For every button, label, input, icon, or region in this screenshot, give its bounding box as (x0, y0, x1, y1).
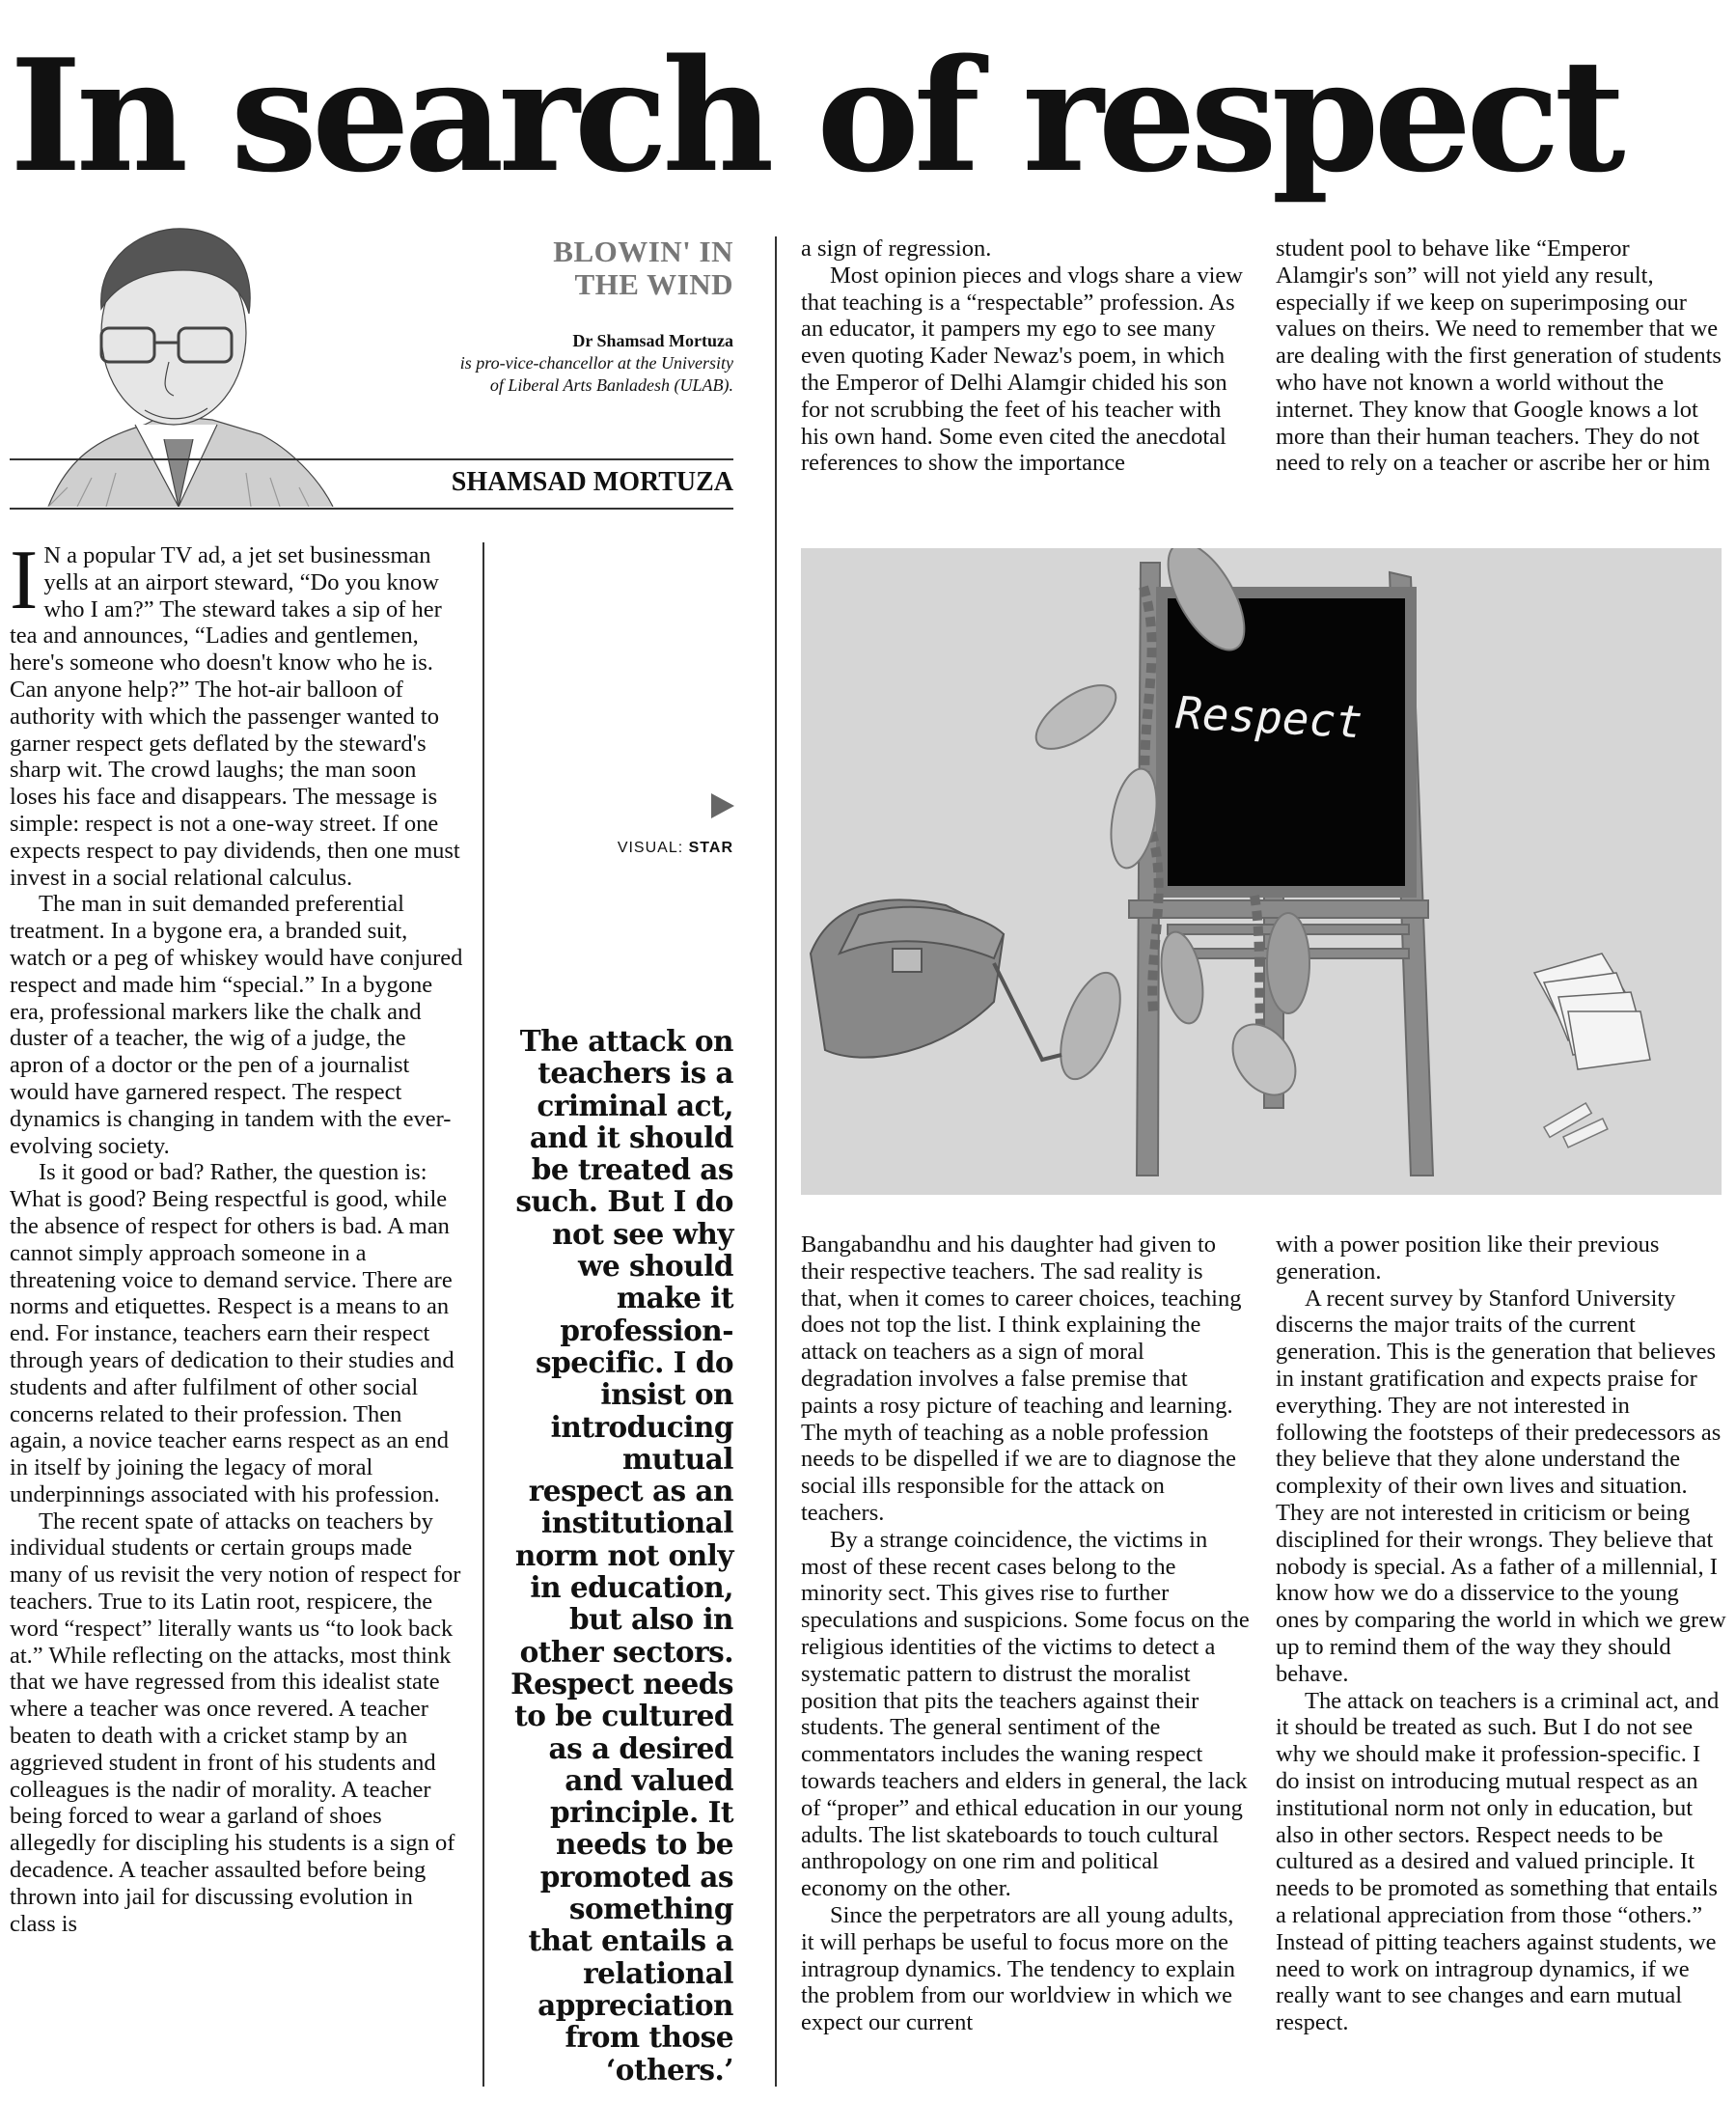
paragraph: Is it good or bad? Rather, the question is: What is good? Being respectful is good, while the absence of respect for others is bad. A man cannot simply approach someone in a threatening voice to demand service. There are norms and etiquettes. Respect is a means to an end. For instance, teachers earn their respect through years of dedication to their studies and students and after fulfilment of other social concerns related to their profession. Then again, a novice teacher earns respect as an end in itself by joining the legacy of moral underpinnings associated with his profession. (10, 1159, 455, 1507)
author-bio-name: Dr Shamsad Mortuza (572, 331, 733, 350)
paragraph: The recent spate of attacks on teachers by individual students or certain groups made many of us revisit the very notion of respect for teachers. True to its Latin root, respicere, the word “respect” literally wants us “to look back at.” While reflecting on the attacks, most think that we have regressed from this idealist state where a teacher was once revered. A teacher beaten to death with a cricket stamp by an aggrieved student in front of his students and colleagues is the nadir of morality. A teacher being forced to wear a garland of shoes allegedly for discipling his students is a sign of decadence. A teacher assaulted before being thrown into jail for discussing evolution in class is (10, 1507, 461, 1937)
respect-chalkboard-illustration (801, 548, 1722, 1195)
paragraph: By a strange coincidence, the victims in most of these recent cases belong to the minority sect. This gives rise to further speculations and suspicions. Some focus on the religious identities of the victims to detect a systematic pattern to distrust the moralist position that pits the teachers against their students. The general sentiment of the commentators includes the waning respect towards teachers and elders in general, the lack of “proper” and ethical education in our young adults. The list skateboards to touch cultural anthropology on one rim and political economy on the other. (801, 1526, 1250, 1902)
body-column-4-top (1276, 235, 1726, 477)
header-rule (10, 508, 733, 510)
body-column-4-bottom (1276, 1231, 1726, 2036)
paragraph: The attack on teachers is a criminal act, and it should be treated as such. But I do not see why we should make it profession-specific. I do insist on introducing mutual respect as an institutional norm not only in education, but also in other sectors. Respect needs to be cultured as a desired and valued principle. It needs to be promoted as something that entails a relational appreciation from those “others.” Instead of pitting teachers against students, we need to work on intragroup dynamics, if we really want to see changes and earn mutual respect. (1276, 1687, 1720, 2036)
paragraph: a sign of regression. (801, 235, 992, 262)
image-credit (598, 840, 733, 857)
author-bio (449, 330, 733, 397)
drop-cap: I (10, 534, 39, 627)
pull-quote: The attack on teachers is a criminal act, and it should be treated as such. But I do not see why we should make it profession-specific. I do insist on introducing mutual respect as an institutional norm not only in education, but also in other sectors. Respect needs to be cultured as a desired and valued principle. It needs to be promoted as something that entails a relational appreciation from those ‘others.’ (510, 1024, 733, 2087)
body-column-3-top (801, 235, 1250, 477)
author-bio-text: is pro-vice-chancellor at the University of Liberal Arts Banladesh (ULAB). (459, 353, 733, 395)
paragraph: Most opinion pieces and vlogs share a view that teaching is a “respectable” profession. As an educator, it pampers my ego to see many even quoting Kader Newaz's poem, in which the Emperor of Delhi Alamgir chided his son for not scrubbing the feet of his teacher with his own hand. Some even cited the anecdotal references to show the importance (801, 262, 1243, 477)
byline-rule (10, 458, 733, 460)
chalkboard-text: Respect (1173, 686, 1364, 749)
image-credit-source: STAR (688, 840, 733, 856)
body-column-1 (10, 534, 463, 1937)
paragraph: Since the perpetrators are all young adults, it will perhaps be useful to focus more on the intragroup dynamics. The tendency to explain the problem from our worldview in which we expect our current (801, 1901, 1235, 2036)
play-arrow-icon (709, 791, 736, 820)
paragraph: The man in suit demanded preferential treatment. In a bygone era, a branded suit, watch or a peg of whiskey would have conjured respect and made him “special.” In a bygone era, professional markers like the chalk and duster of a teacher, the wig of a judge, the apron of a doctor or the pen of a journalist would have garnered respect. The respect dynamics is changing in tandem with the ever-evolving society. (10, 891, 463, 1159)
paragraph: A recent survey by Stanford University discerns the major traits of the current generation. This is the generation that believes in instant gratification and expects praise for everything. They are not interested in following the footsteps of their predecessors as they believe that they alone understand the complexity of their own lives and situation. They are not interested in criticism or being disciplined for their wrongs. They believe that nobody is special. As a father of a millennial, I know how we do a disservice to the young ones by comparing the world in which we grew up to remind them of the way they should behave. (1276, 1285, 1726, 1687)
author-portrait (10, 217, 343, 507)
author-byline: SHAMSAD MORTUZA (451, 467, 733, 497)
column-rule-2 (775, 236, 777, 2087)
image-credit-label: VISUAL: (617, 840, 684, 856)
column-rule-1 (482, 542, 484, 2087)
paragraph: with a power position like their previous generation. (1276, 1231, 1660, 1285)
headline: In search of respect (10, 25, 1620, 207)
paragraph: N a popular TV ad, a jet set businessman yells at an airport steward, “Do you know who I am?” The steward takes a sip of her tea and announces, “Ladies and gentlemen, here's someone who doesn't know who he is. Can anyone help?” The hot-air balloon of authority with which the passenger wanted to garner respect gets deflated by the steward's sharp wit. The crowd laughs; the man soon loses his face and disappears. The message is simple: respect is not a one-way street. If one expects respect to pay dividends, then one must invest in a social relational calculus. (10, 542, 460, 891)
paragraph: student pool to behave like “Emperor Alamgir's son” will not yield any result, especially if we keep on superimposing our values on theirs. We need to remember that we are dealing with the first generation of students who have not known a world without the internet. They know that Google knows a lot more than their human teachers. They do not need to rely on a teacher or ascribe her or him (1276, 235, 1722, 477)
body-column-3-bottom (801, 1231, 1250, 2036)
paragraph: Bangabandhu and his daughter had given to their respective teachers. The sad reality is that, when it comes to career choices, teaching does not top the list. I think explaining the attack on teachers as a sign of moral degradation involves a false premise that paints a rosy picture of teaching and learning. The myth of teaching as a noble profession needs to be dispelled if we are to diagnose the social ills responsible for the attack on teachers. (801, 1231, 1242, 1526)
column-label: BLOWIN' IN THE WIND (553, 235, 733, 301)
